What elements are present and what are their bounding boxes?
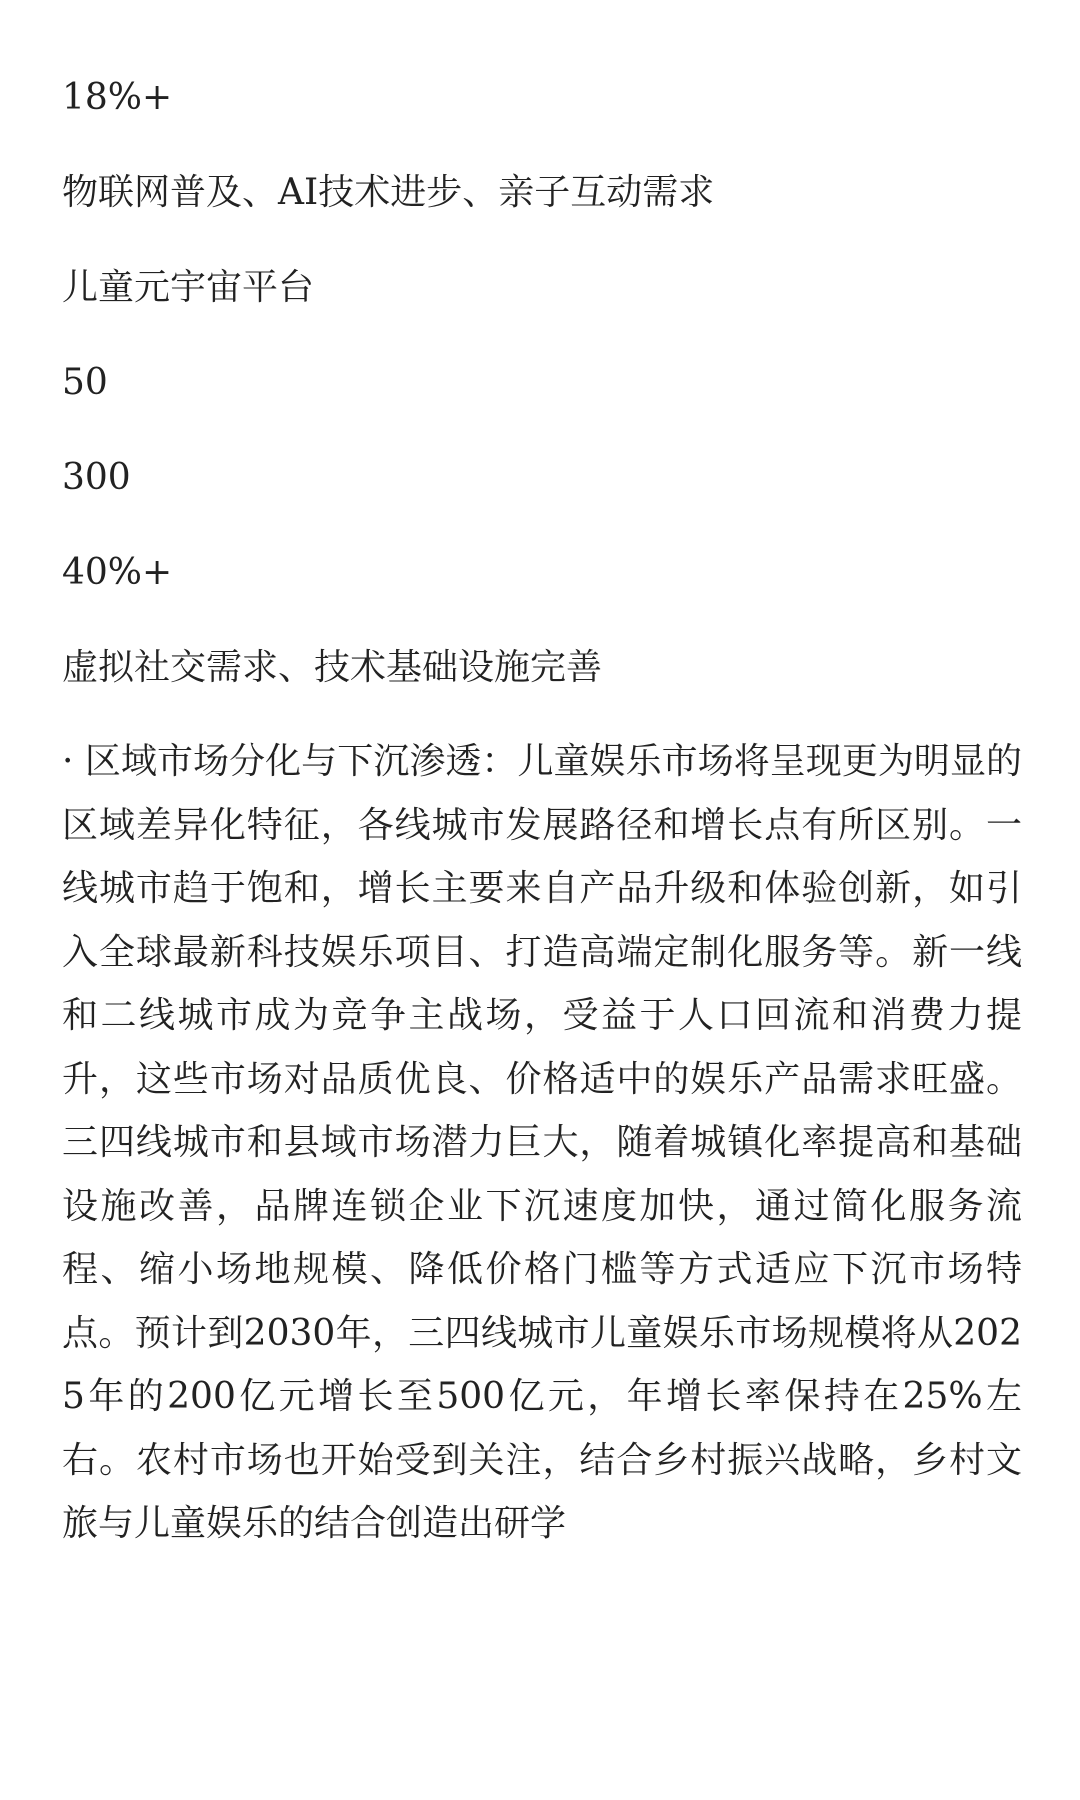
market-size-end-value: 300: [62, 457, 131, 498]
growth-rate-value: 18%+: [62, 77, 173, 118]
segment-drivers-text: 虚拟社交需求、技术基础设施完善: [62, 647, 603, 688]
regional-market-paragraph: · 区域市场分化与下沉渗透：儿童娱乐市场将呈现更为明显的区域差异化特征，各线城市发展路径和增长点有所区别。一线城市趋于饱和，增长主要来自产品升级和体验创新，如引入全球最新科技娱乐项目、打造高端定制化服务等。新一线和二线城市成为竞争主战场，受益于人口回流和消费力提升，这些市场对品质优良、价格适中的娱乐产品需求旺盛。三四线城市和县域市场潜力巨大，随着城镇化率提高和基础设施改善，品牌连锁企业下沉速度加快，通过简化服务流程、缩小场地规模、降低价格门槛等方式适应下沉市场特点。预计到2030年，三四线城市儿童娱乐市场规模将从2025年的200亿元增长至500亿元，年增长率保持在25%左右。农村市场也开始受到关注，结合乡村振兴战略，乡村文旅与儿童娱乐的结合创造出研学: [62, 741, 1022, 1544]
segment-growth-rate-value: 40%+: [62, 552, 173, 593]
segment-name: 儿童元宇宙平台: [62, 267, 315, 308]
growth-drivers-text: 物联网普及、AI技术进步、亲子互动需求: [62, 172, 715, 213]
market-size-start-value: 50: [62, 362, 108, 403]
